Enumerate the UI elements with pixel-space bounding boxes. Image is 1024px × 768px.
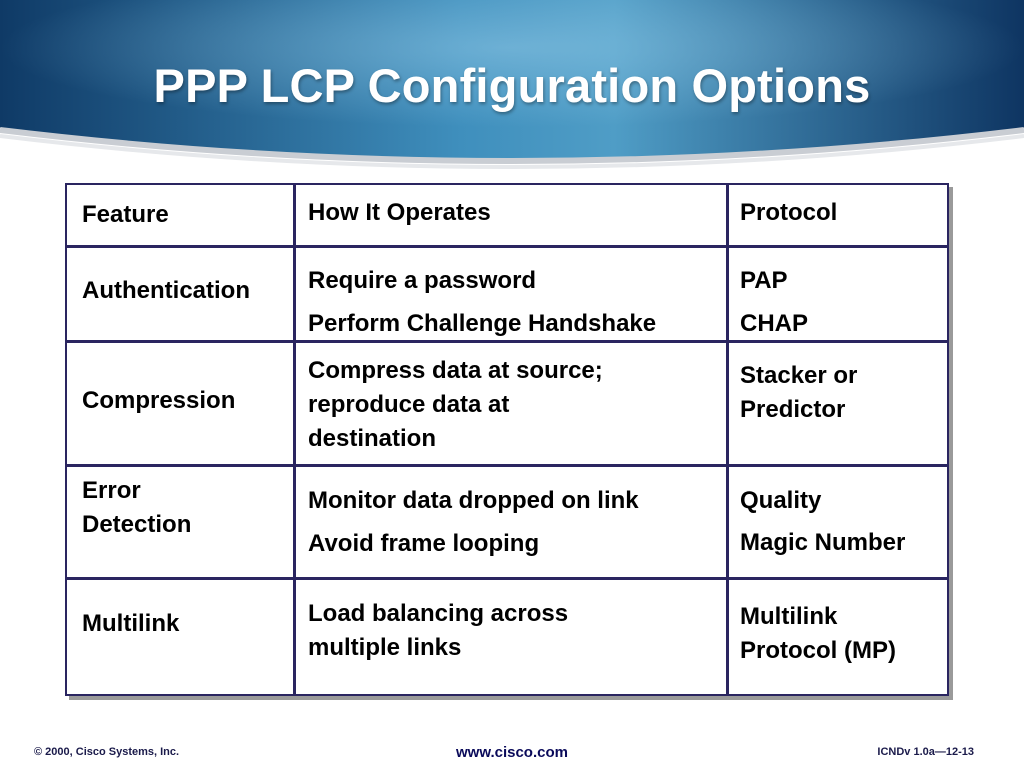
feature-text: Authentication bbox=[82, 277, 250, 304]
header-feature: Feature bbox=[82, 201, 169, 228]
protocol-text: Protocol (MP) bbox=[740, 637, 896, 664]
feature-text: Compression bbox=[82, 387, 236, 414]
operation-text: Avoid frame looping bbox=[308, 530, 540, 557]
operation-text: reproduce data at bbox=[308, 391, 510, 418]
feature-cell bbox=[82, 274, 250, 308]
column-divider bbox=[726, 185, 729, 694]
row-divider bbox=[67, 245, 947, 248]
feature-cell bbox=[82, 607, 179, 641]
feature-cell bbox=[82, 384, 235, 418]
operation-cell bbox=[308, 597, 568, 665]
operation-text: Perform Challenge Handshake bbox=[308, 310, 657, 337]
operation-text: destination bbox=[308, 425, 437, 452]
feature-text: Error bbox=[82, 477, 141, 504]
row-divider bbox=[67, 464, 947, 467]
column-divider bbox=[293, 185, 296, 694]
protocol-text: Magic Number bbox=[740, 529, 906, 556]
feature-text: Detection bbox=[82, 511, 192, 538]
protocol-text: Predictor bbox=[740, 396, 846, 423]
operation-cell bbox=[308, 354, 603, 456]
protocol-cell bbox=[740, 600, 896, 668]
header-how-it-operates: How It Operates bbox=[308, 199, 491, 226]
operation-cell bbox=[308, 259, 656, 345]
operation-cell bbox=[308, 479, 639, 565]
copyright-notice: © 2000, Cisco Systems, Inc. bbox=[34, 746, 180, 758]
operation-text: multiple links bbox=[308, 634, 462, 661]
row-divider bbox=[67, 577, 947, 580]
protocol-text: Quality bbox=[740, 487, 822, 514]
protocol-cell bbox=[740, 480, 905, 564]
lcp-options-table bbox=[65, 183, 949, 696]
protocol-text: CHAP bbox=[740, 310, 809, 337]
feature-cell bbox=[82, 474, 191, 542]
operation-text: Require a password bbox=[308, 267, 537, 294]
website-link: www.cisco.com bbox=[456, 744, 568, 761]
operation-text: Load balancing across bbox=[308, 600, 569, 627]
slide-title: PPP LCP Configuration Options bbox=[153, 59, 871, 112]
protocol-text: PAP bbox=[740, 267, 788, 294]
operation-text: Monitor data dropped on link bbox=[308, 487, 639, 514]
protocol-cell bbox=[740, 259, 808, 345]
protocol-text: Multilink bbox=[740, 603, 838, 630]
protocol-cell bbox=[740, 359, 857, 427]
course-code: ICNDv 1.0a—12-13 bbox=[877, 746, 974, 758]
operation-text: Compress data at source; bbox=[308, 357, 603, 384]
feature-text: Multilink bbox=[82, 610, 180, 637]
header-protocol: Protocol bbox=[740, 199, 838, 226]
protocol-text: Stacker or bbox=[740, 362, 858, 389]
